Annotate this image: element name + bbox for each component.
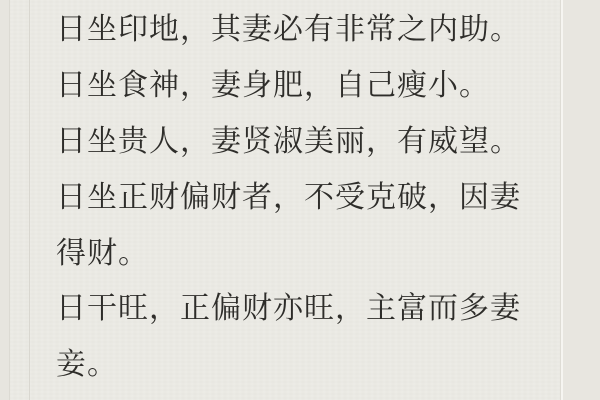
left-margin-rule-inner: [29, 0, 30, 400]
text-line: 妾。: [56, 347, 118, 383]
text-line: 日坐正财偏财者，不受克破，因妻: [56, 179, 521, 215]
paper-right-margin: [563, 0, 600, 400]
text-line: 得财。: [56, 235, 149, 271]
text-line: 日干旺，正偏财亦旺，主富而多妻: [56, 291, 521, 327]
left-margin-rule-outer: [9, 0, 10, 400]
text-line: 日坐食神，妻身肥，自己瘦小。: [56, 67, 490, 103]
text-line: 日坐贵人，妻贤淑美丽，有威望。: [56, 123, 521, 159]
right-margin-rule: [561, 0, 563, 400]
paper-left-margin: [0, 0, 9, 400]
text-line: 日坐印地，其妻必有非常之内助。: [56, 11, 521, 47]
text-block: [56, 0, 561, 389]
